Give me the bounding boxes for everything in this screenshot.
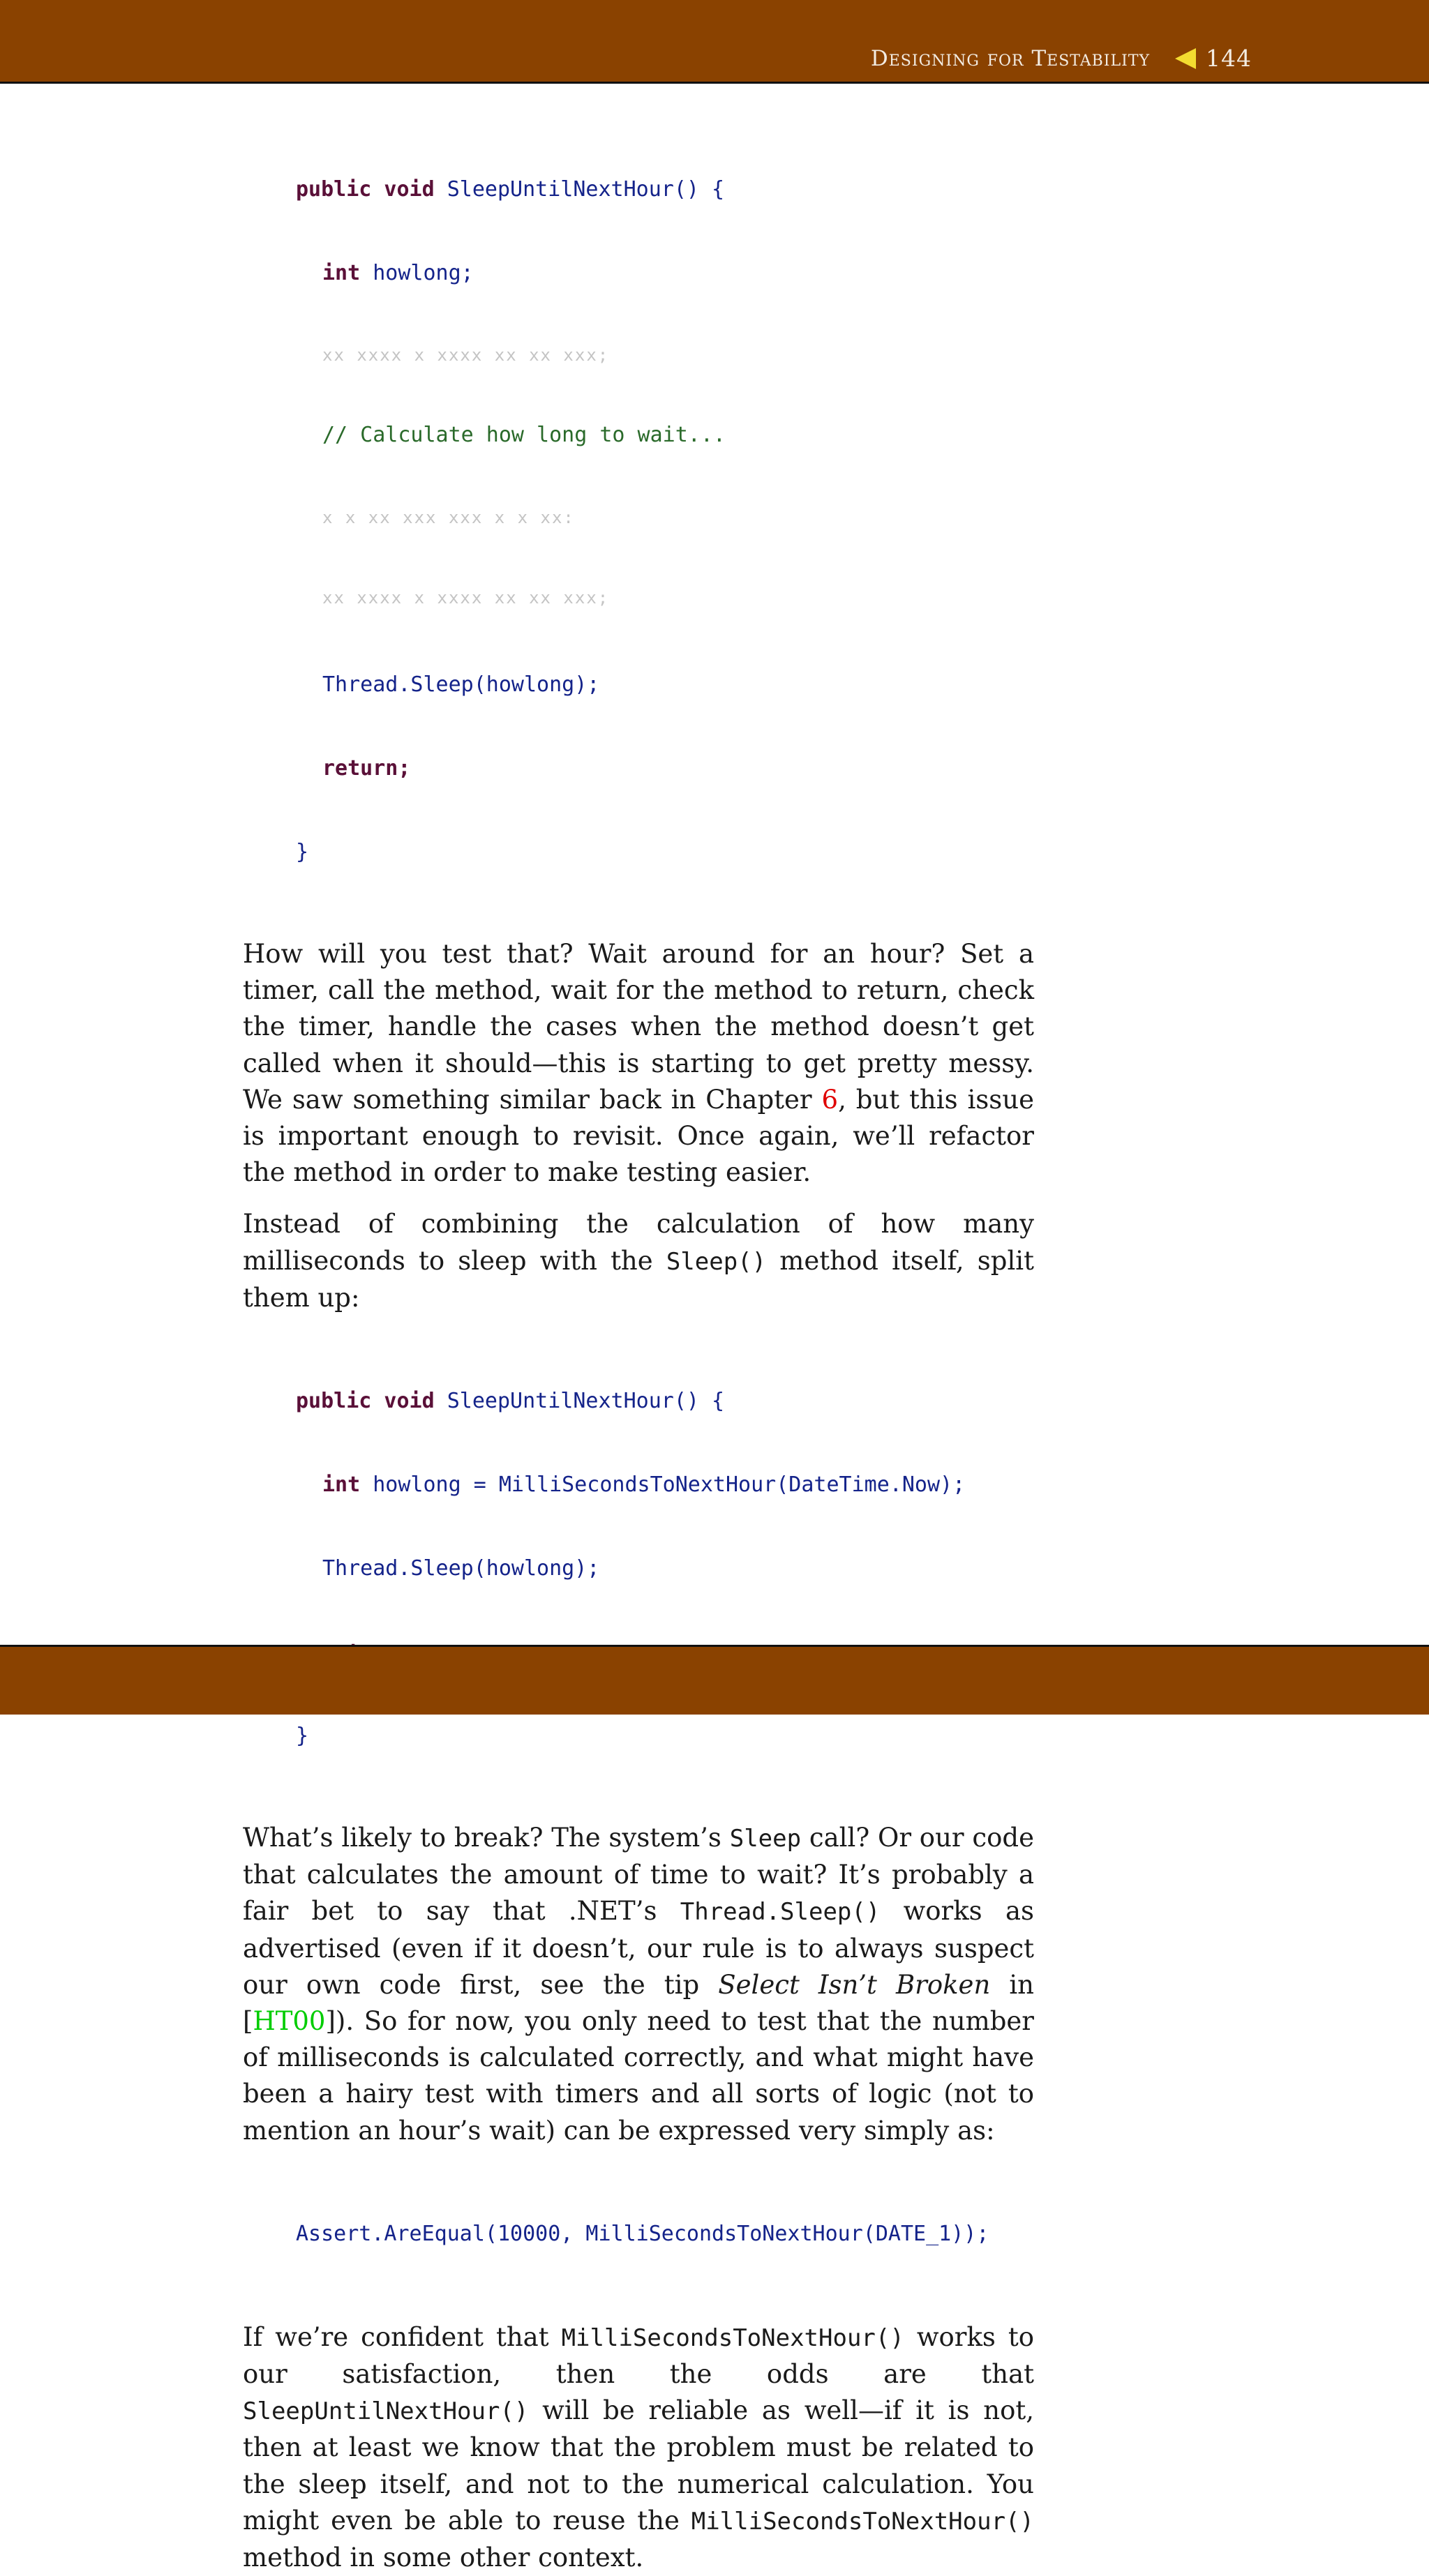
code-text: } [296,1724,309,1749]
code-listing-2 [296,1332,1034,1806]
inline-code: Sleep() [666,1247,767,1276]
left-triangle-icon[interactable] [1175,48,1196,69]
code-line [296,2220,1034,2248]
paragraph-text: If we’re confident that [243,2321,562,2352]
paragraph-text: What’s likely to break? The system’s [243,1823,730,1853]
paragraph-text: How will you test that? Wait around for an hour? Set a timer, call the method, wait for the method to return, check the timer, handle the cases when the method doesn’t get called when it should—this is starting to get pretty messy. We saw something similar back in Chapter [243,939,1034,1115]
inline-code: Sleep [729,1825,802,1853]
code-keyword: return; [322,756,411,781]
inline-code: MilliSecondsToNextHour() [561,2323,904,2352]
inline-code: Thread.Sleep() [680,1898,881,1927]
top-header-bar [0,0,1429,84]
code-line-faded [296,343,1034,366]
inline-code: SleepUntilNextHour() [243,2397,529,2426]
paragraph-text: method itself, split them up: [243,1245,1034,1313]
paragraph-text: Instead of combining the calculation of how many milliseconds to sleep with the [243,1209,1034,1276]
paragraph-3 [243,1820,1034,2149]
code-line [296,838,1034,866]
code-line [296,755,1034,783]
paragraph-text: method in some other context. [243,2543,644,2573]
code-text: howlong; [360,261,474,285]
code-line [296,259,1034,287]
code-line-faded [296,505,1034,529]
bottom-footer-bar [0,1645,1429,1715]
faded-code-text: x x xx xxx xxx x x xx: [322,508,575,527]
code-line [296,1387,1034,1415]
running-title: Designing for Testability [870,45,1150,71]
code-comment: // Calculate how long to wait... [322,423,726,447]
paragraph-text: in [ [243,1969,1034,2037]
code-text: SleepUntilNextHour() { [434,1389,725,1414]
code-keyword: int [322,261,361,285]
code-text: Thread.Sleep(howlong); [322,672,600,697]
code-listing-1 [296,120,1034,922]
chapter-link[interactable]: 6 [821,1084,839,1115]
code-text: Assert.AreEqual(10000, MilliSecondsToNextHour(DATE_1)); [296,2221,989,2246]
running-head [871,45,1252,72]
paragraph-text: works to our satisfaction, then the odds are that [243,2321,1034,2390]
inline-code: MilliSecondsToNextHour() [691,2507,1034,2536]
code-line [296,1555,1034,1583]
code-line-faded [296,585,1034,610]
bibliography-link[interactable]: HT00 [253,2006,326,2037]
page-content [243,120,1034,2576]
code-listing-3 [296,2164,1034,2304]
code-line [296,421,1034,449]
faded-code-text: xx xxxx x xxxx xx xx xxx; [322,588,610,608]
paragraph-text: will be reliable as well—if it is not, then at least we know that the problem must be related to the sleep itself, and not to the numerical calculation. You might even be able to reuse the [243,2395,1034,2536]
code-text: } [296,840,309,864]
code-line [296,1722,1034,1750]
code-line [296,671,1034,699]
page-number: 144 [1206,45,1252,72]
paragraph-text: works as advertised (even if it doesn’t, our rule is to always suspect our own code first, see the tip [243,1896,1034,2000]
paragraph-text: , but this issue is important enough to revisit. Once again, we’ll refactor the method in order to make testing easier. [243,1084,1035,1188]
paragraph-1 [243,936,1034,1191]
code-line [296,1471,1034,1499]
code-text: howlong = MilliSecondsToNextHour(DateTime.Now); [360,1472,966,1498]
tip-title: Select Isn’t Broken [718,1969,991,2000]
code-text: SleepUntilNextHour() { [434,177,725,202]
code-line [296,176,1034,204]
paragraph-text: call? Or our code that calculates the amount of time to wait? It’s probably a fair bet to say that .NET’s [243,1823,1034,1927]
code-keyword: public void [296,177,435,202]
paragraph-4 [243,2319,1034,2576]
code-keyword: public void [296,1389,435,1414]
paragraph-2 [243,1206,1034,1316]
code-text: Thread.Sleep(howlong); [322,1556,600,1581]
paragraph-text: ]). So for now, you only need to test that the number of milliseconds is calculated correctly, and what might have been a hairy test with timers and all sorts of logic (not to mention an hour’s wait) can be expressed very simply as: [243,2006,1034,2146]
code-keyword: int [322,1472,361,1498]
faded-code-text: xx xxxx x xxxx xx xx xxx; [322,345,610,365]
